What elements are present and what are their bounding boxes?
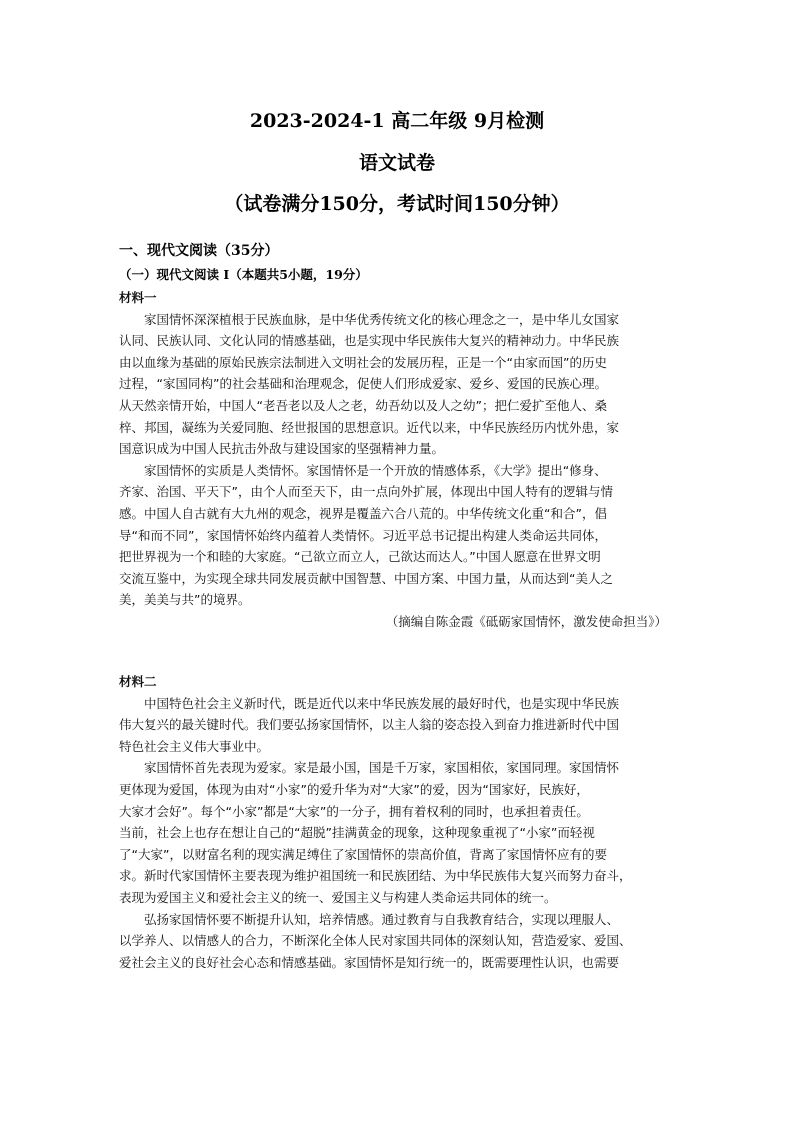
paragraph-line: 弘扬家国情怀要不断提升认知，培养情感。通过教育与自我教育结合，实现以理服人、 [119, 911, 620, 927]
paragraph-line: 更体现为爱国，体现为由对“小家”的爱升华为对“大家”的爱，因为“国家好，民族好， [119, 781, 589, 797]
paragraph-line: 齐家、治国、平天下”，由个人而至天下，由一点向外扩展，体现出中国人特有的逻辑与情 [119, 484, 613, 500]
paragraph-line: 国意识成为中国人民抗击外敌与建设国家的坚强精神力量。 [119, 441, 445, 457]
material-two-label: 材料二 [119, 674, 157, 689]
paragraph-line: 爱社会主义的良好社会心态和情感基础。家国情怀是知行统一的，既需要理性认识，也需要 [119, 954, 620, 970]
paragraph-line: 把世界视为一个和睦的大家庭。“己欲立而立人，己欲达而达人。”中国人愿意在世界文明 [119, 549, 601, 565]
paragraph-line: 家国情怀深深植根于民族血脉，是中华优秀传统文化的核心理念之一，是中华儿女国家 [119, 311, 620, 327]
paragraph-line: 从天然亲情开始，中国人“老吾老以及人之老，幼吾幼以及人之幼”；把仁爱扩至他人、桑 [119, 397, 607, 413]
paragraph-line: 了“大家”，以财富名利的现实满足缚住了家国情怀的崇高价值，背离了家国情怀应有的要 [119, 846, 607, 862]
paragraph-line: 过程，“家国同构”的社会基础和治理观念，促使人们形成爱家、爱乡、爱国的民族心理。 [119, 376, 607, 392]
paragraph-line: 大家才会好”。每个“小家”都是“大家”的一分子，拥有着权利的同时，也承担着责任。 [119, 803, 589, 819]
material-one [119, 287, 679, 633]
paragraph-line: 中国特色社会主义新时代，既是近代以来中华民族发展的最好时代，也是实现中华民族 [119, 695, 620, 711]
paragraph-line: 导“和而不同”，家国情怀始终内蕴着人类情怀。习近平总书记提出构建人类命运共同体， [119, 527, 607, 543]
paragraph-line: 表现为爱国主义和爱社会主义的统一、爱国主义与构建人类命运共同体的统一。 [119, 889, 557, 905]
paragraph-line: 以学养人、以情感人的合力，不断深化全体人民对家国共同体的深刻认知，营造爱家、爱国、 [119, 933, 632, 949]
paragraph-line: 求。新时代家国情怀主要表现为维护祖国统一和民族团结、为中华民族伟大复兴而努力奋斗， [119, 868, 632, 884]
paragraph-line: 特色社会主义伟大事业中。 [119, 738, 270, 754]
subsection-heading: （一）现代文阅读 I（本题共5小题，19分） [119, 267, 368, 282]
exam-subject: 语文试卷 [358, 152, 435, 174]
paragraph-line: 梓、邦国，凝练为关爱同胞、经世报国的思想意识。近代以来，中华民族经历内忧外患，家 [119, 419, 620, 435]
material-two [119, 671, 679, 973]
paragraph-line: 伟大复兴的最关键时代。我们要弘扬家国情怀，以主人翁的姿态投入到奋力推进新时代中国 [119, 717, 620, 733]
exam-title: 2023-2024-1 高二年级 9月检测 [249, 110, 545, 132]
exam-info: （试卷满分150分，考试时间150分钟） [224, 193, 570, 215]
material-one-label: 材料一 [119, 290, 157, 305]
paragraph-line: 感。中国人自古就有大九州的观念，视界是覆盖六合八荒的。中华传统文化重“和合”，倡 [119, 505, 607, 521]
paragraph-line: 认同、民族认同、文化认同的情感基础，也是实现中华民族伟大复兴的精神动力。中华民族 [119, 333, 620, 349]
section-heading: 一、现代文阅读（35分） [119, 243, 279, 259]
paragraph-line: 美，美美与共”的境界。 [119, 592, 251, 608]
paragraph-line: 由以血缘为基础的原始民族宗法制进入文明社会的发展历程，正是一个“由家而国”的历史 [119, 354, 607, 370]
source-citation: （摘编自陈金霞《砥砺家国情怀，激发使命担当》） [385, 613, 667, 629]
paragraph-line: 交流互鉴中，为实现全球共同发展贡献中国智慧、中国方案、中国力量，从而达到“美人之 [119, 570, 613, 586]
paragraph-line: 当前，社会上也存在想让自己的“超脱”挂满黄金的现象，这种现象重视了“小家”而轻视 [119, 825, 595, 841]
paragraph-line: 家国情怀首先表现为爱家。家是最小国，国是千万家，家国相依，家国同理。家国情怀 [119, 760, 620, 776]
paragraph-line: 家国情怀的实质是人类情怀。家国情怀是一个开放的情感体系，《大学》提出“修身、 [119, 462, 607, 478]
